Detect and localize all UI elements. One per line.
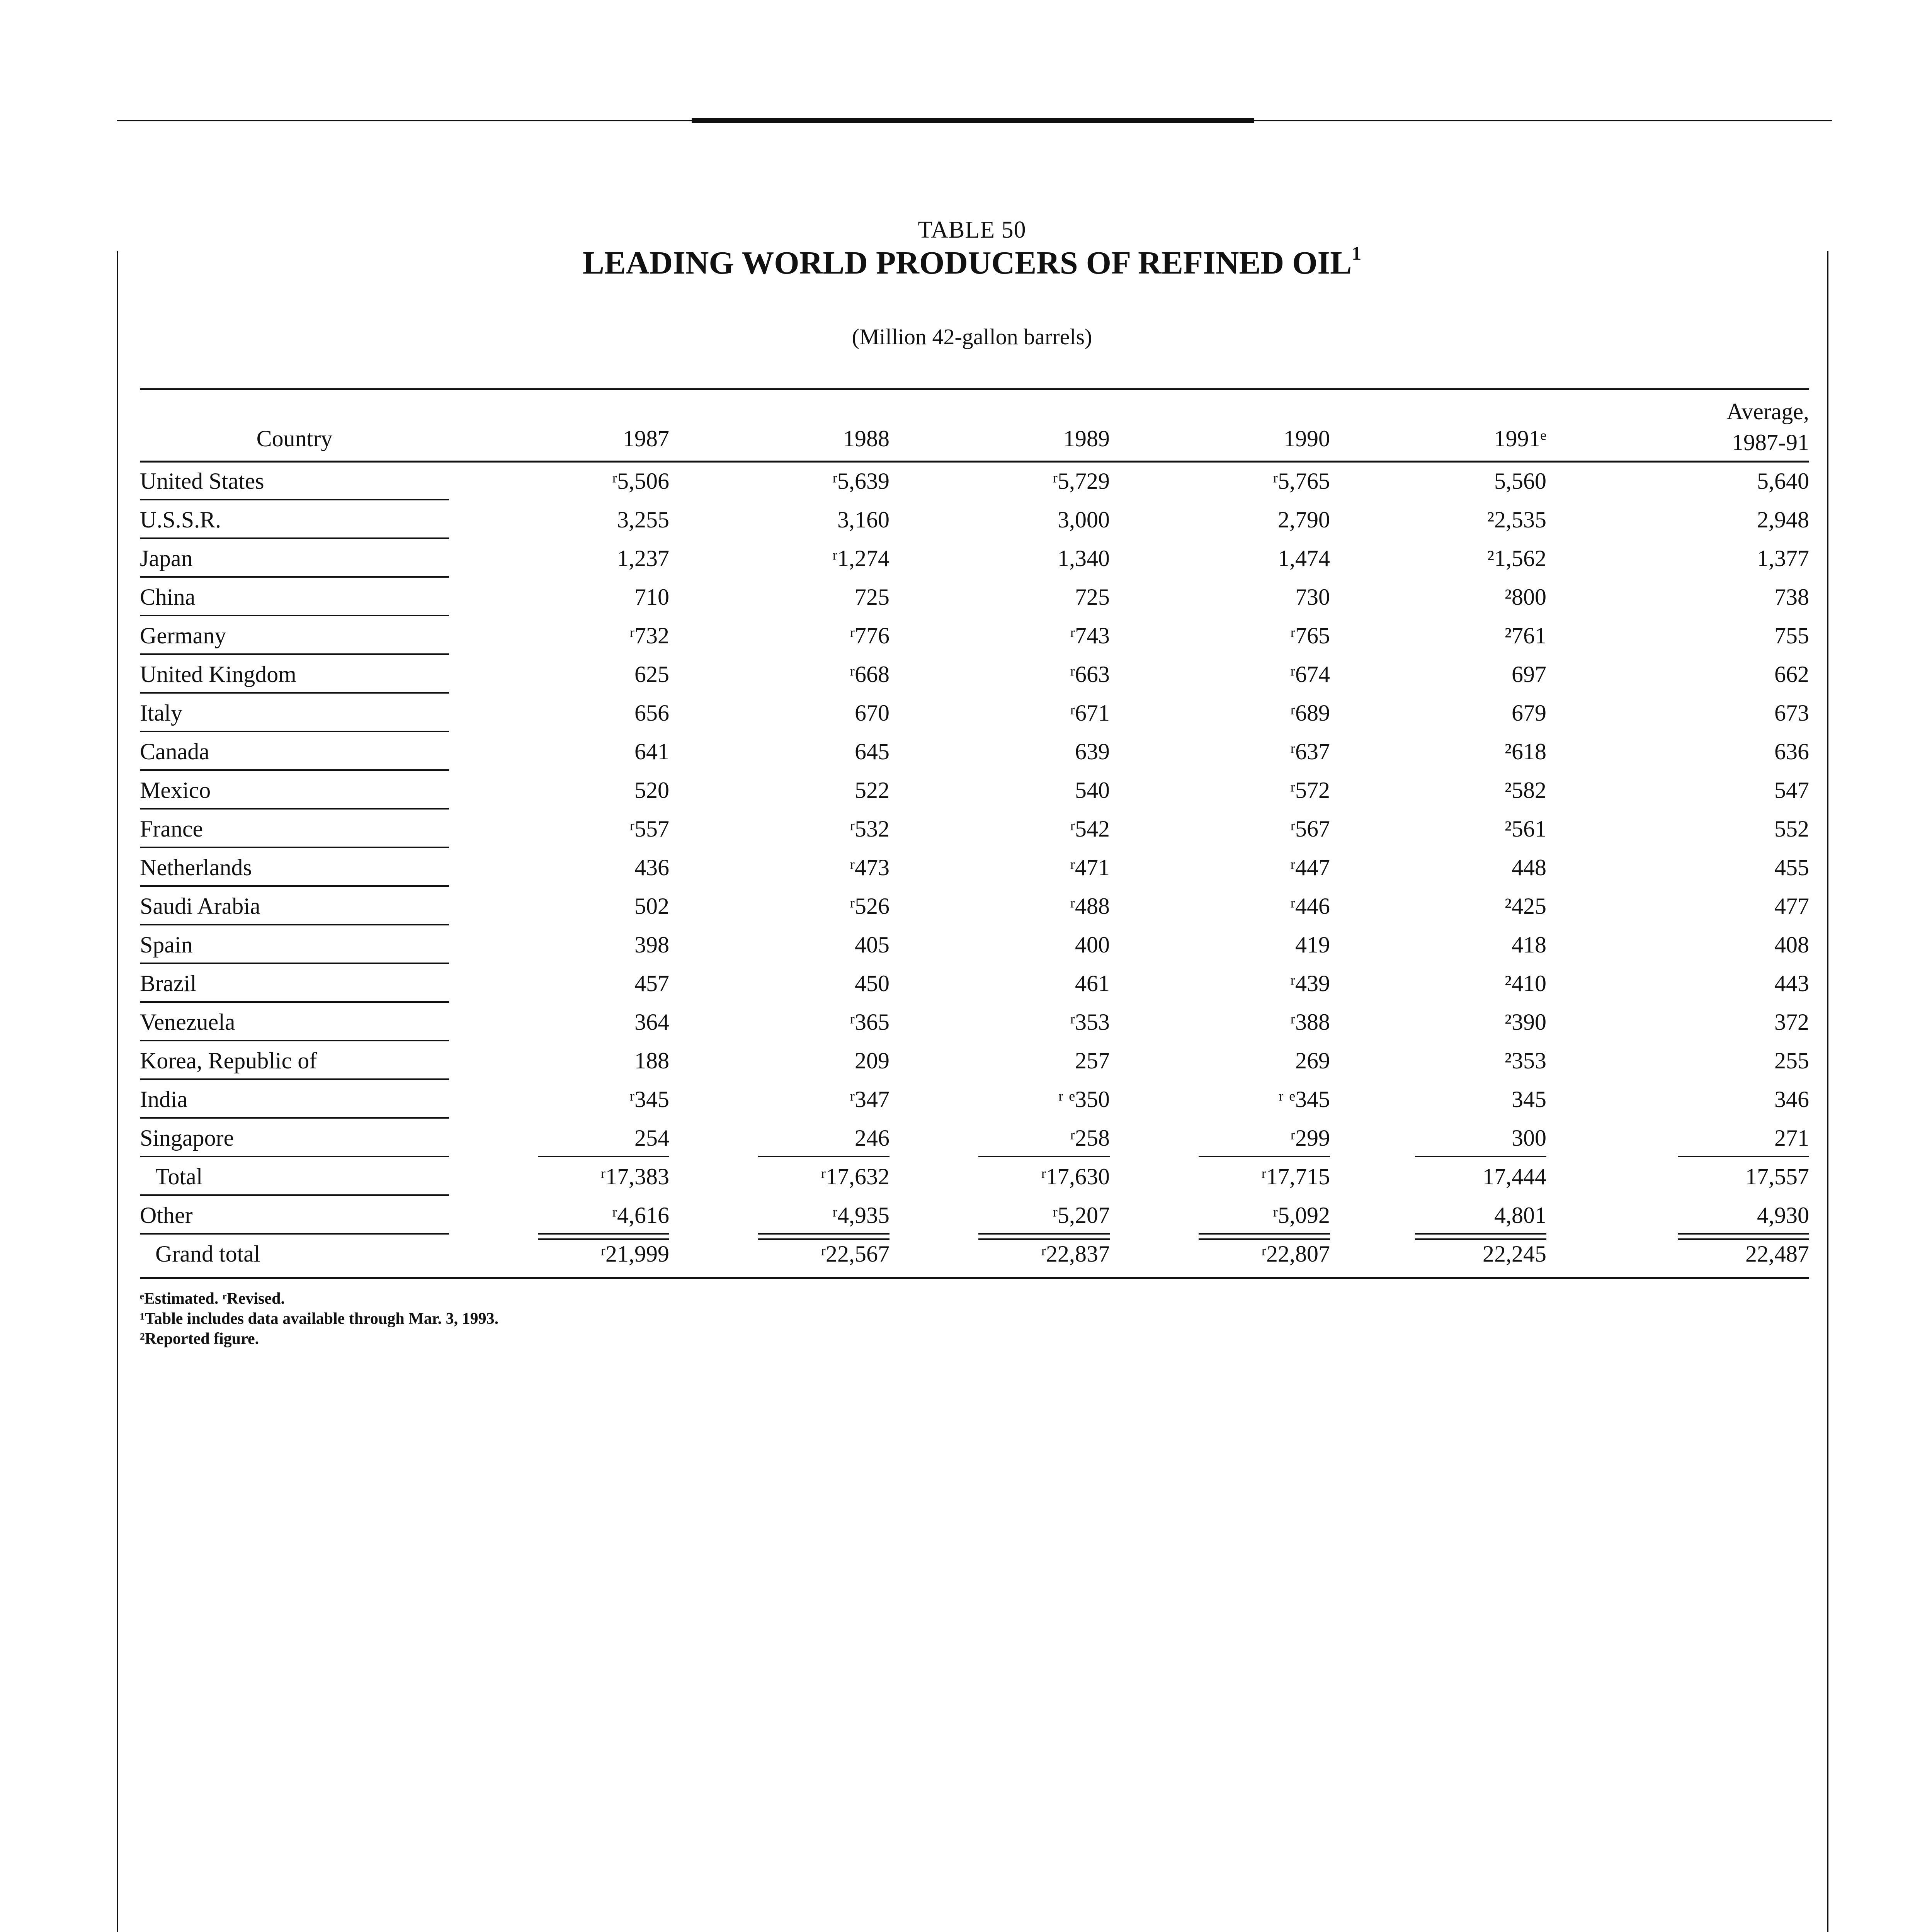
cell-average: 636 (1774, 739, 1809, 764)
cell-country: Germany (140, 623, 226, 648)
cell-1988: ʳ532 (849, 816, 889, 842)
table-row (140, 1003, 1809, 1041)
cell-1989: ʳ ᵉ350 (1058, 1087, 1110, 1112)
cell-1987: 502 (634, 893, 669, 919)
cell-1990: 1,474 (1278, 546, 1330, 571)
cell-1989: 725 (1075, 584, 1110, 610)
cell-1987: ʳ557 (629, 816, 669, 842)
table-row (140, 1080, 1809, 1119)
cell-1990: ʳ447 (1290, 855, 1330, 880)
cell-1990: ʳ572 (1290, 777, 1330, 803)
cell-1988: 246 (855, 1125, 889, 1151)
cell-1989: ʳ663 (1070, 662, 1110, 687)
column-header-1990: 1990 (1284, 426, 1330, 451)
cell-1987: ʳ21,999 (600, 1241, 669, 1267)
cell-1987: 364 (634, 1009, 669, 1035)
cell-1990: 419 (1295, 932, 1330, 957)
cell-country: Singapore (140, 1125, 234, 1151)
top-rule-thick (692, 118, 1254, 123)
cell-average: 755 (1774, 623, 1809, 648)
cell-1990: ʳ ᵉ345 (1278, 1087, 1330, 1112)
cell-country: Venezuela (140, 1009, 235, 1035)
cell-1991: ²618 (1505, 739, 1546, 764)
cell-1987: 436 (634, 855, 669, 880)
cell-1991: 4,801 (1494, 1202, 1546, 1228)
cell-1989: ʳ17,630 (1041, 1164, 1110, 1189)
column-header-country: Country (256, 426, 333, 451)
cell-1989: ʳ743 (1070, 623, 1110, 648)
cell-1988: 725 (855, 584, 889, 610)
cell-country: Japan (140, 546, 193, 571)
cell-country: Other (140, 1202, 193, 1228)
cell-1989: ʳ5,207 (1052, 1202, 1110, 1228)
cell-1989: ʳ353 (1070, 1009, 1110, 1035)
table-units: (Million 42-gallon barrels) (852, 324, 1092, 349)
cell-1990: ʳ674 (1290, 662, 1330, 687)
cell-1991: 17,444 (1483, 1164, 1546, 1189)
cell-1987: 254 (634, 1125, 669, 1151)
cell-average: 1,377 (1757, 546, 1809, 571)
cell-1988: 522 (855, 777, 889, 803)
cell-average: 547 (1774, 777, 1809, 803)
table-row (140, 1235, 1809, 1273)
cell-1991: ²425 (1505, 893, 1546, 919)
cell-1990: ʳ446 (1290, 893, 1330, 919)
table-row (140, 1119, 1809, 1157)
column-header-1987: 1987 (623, 426, 669, 451)
cell-1991: ²410 (1505, 971, 1546, 996)
cell-country: Spain (140, 932, 193, 957)
cell-1988: ʳ365 (849, 1009, 889, 1035)
column-header-1988: 1988 (843, 426, 889, 451)
table-row (140, 925, 1809, 964)
cell-1988: 3,160 (837, 507, 889, 532)
table-row (140, 732, 1809, 771)
cell-1991: ²761 (1505, 623, 1546, 648)
column-header-1989: 1989 (1063, 426, 1110, 451)
cell-average: 5,640 (1757, 468, 1809, 494)
cell-1988: 405 (855, 932, 889, 957)
cell-1991: ²561 (1505, 816, 1546, 842)
cell-1990: ʳ439 (1290, 971, 1330, 996)
cell-1989: 400 (1075, 932, 1110, 957)
footnotes (140, 1289, 498, 1349)
table-row (140, 1196, 1809, 1235)
cell-1988: ʳ22,567 (820, 1241, 889, 1267)
cell-1989: ʳ5,729 (1052, 468, 1110, 494)
cell-1987: ʳ17,383 (600, 1164, 669, 1189)
cell-1991: 697 (1512, 662, 1546, 687)
cell-1988: ʳ473 (849, 855, 889, 880)
cell-1990: 2,790 (1278, 507, 1330, 532)
cell-average: 372 (1774, 1009, 1809, 1035)
cell-1988: ʳ4,935 (832, 1202, 889, 1228)
cell-average: 22,487 (1745, 1241, 1809, 1267)
cell-1987: 710 (634, 584, 669, 610)
cell-1987: 625 (634, 662, 669, 687)
cell-1988: ʳ526 (849, 893, 889, 919)
cell-1988: ʳ776 (849, 623, 889, 648)
cell-1989: 1,340 (1058, 546, 1110, 571)
cell-average: 2,948 (1757, 507, 1809, 532)
cell-1991: ²800 (1505, 584, 1546, 610)
cell-1987: 188 (634, 1048, 669, 1073)
cell-1987: 1,237 (617, 546, 669, 571)
column-header-1991: 1991ᵉ (1494, 426, 1546, 451)
cell-1990: ʳ22,807 (1261, 1241, 1330, 1267)
cell-country: U.S.S.R. (140, 507, 221, 532)
cell-1991: ²1,562 (1487, 546, 1546, 571)
cell-1987: ʳ345 (629, 1087, 669, 1112)
cell-1988: ʳ1,274 (832, 546, 889, 571)
cell-1988: ʳ668 (849, 662, 889, 687)
cell-1988: 645 (855, 739, 889, 764)
cell-country: France (140, 816, 203, 842)
cell-1989: 540 (1075, 777, 1110, 803)
cell-1991: 679 (1512, 700, 1546, 726)
cell-average: 738 (1774, 584, 1809, 610)
table-row (140, 810, 1809, 848)
footnote-1: ¹Table includes data available through Mar. 3, 1993. (140, 1310, 499, 1328)
cell-1987: 641 (634, 739, 669, 764)
cell-1990: ʳ689 (1290, 700, 1330, 726)
cell-country: Brazil (140, 971, 197, 996)
cell-1987: 656 (634, 700, 669, 726)
cell-1988: ʳ347 (849, 1087, 889, 1112)
cell-country: United Kingdom (140, 662, 296, 687)
cell-country: United States (140, 468, 264, 494)
cell-1988: ʳ17,632 (820, 1164, 889, 1189)
cell-1990: 269 (1295, 1048, 1330, 1073)
title-footnote-mark: 1 (1352, 242, 1362, 264)
table-row (140, 655, 1809, 694)
cell-1989: 257 (1075, 1048, 1110, 1073)
table-row (140, 500, 1809, 539)
cell-1987: 520 (634, 777, 669, 803)
cell-average: 17,557 (1745, 1164, 1809, 1189)
cell-1990: ʳ17,715 (1261, 1164, 1330, 1189)
cell-1987: ʳ732 (629, 623, 669, 648)
cell-average: 455 (1774, 855, 1809, 880)
table-bottom-rule (140, 1277, 1809, 1279)
cell-1987: 457 (634, 971, 669, 996)
cell-average: 4,930 (1757, 1202, 1809, 1228)
table-row (140, 616, 1809, 655)
cell-1989: ʳ542 (1070, 816, 1110, 842)
cell-1991: 300 (1512, 1125, 1546, 1151)
cell-average: 408 (1774, 932, 1809, 957)
cell-1987: ʳ4,616 (612, 1202, 669, 1228)
cell-1987: ʳ5,506 (612, 468, 669, 494)
cell-1989: ʳ258 (1070, 1125, 1110, 1151)
cell-1990: ʳ5,765 (1272, 468, 1330, 494)
cell-average: 443 (1774, 971, 1809, 996)
left-margin-line (117, 251, 118, 1932)
table-row (140, 1041, 1809, 1080)
cell-1990: ʳ765 (1290, 623, 1330, 648)
table-title (0, 244, 1932, 282)
table-row (140, 578, 1809, 616)
table-row (140, 964, 1809, 1003)
table-row (140, 539, 1809, 578)
cell-1989: 461 (1075, 971, 1110, 996)
cell-1991: ²390 (1505, 1009, 1546, 1035)
column-header-average-line2: 1987-91 (1732, 430, 1809, 455)
cell-1991: 418 (1512, 932, 1546, 957)
cell-1988: 670 (855, 700, 889, 726)
cell-1988: 209 (855, 1048, 889, 1073)
cell-1989: ʳ671 (1070, 700, 1110, 726)
cell-1987: 3,255 (617, 507, 669, 532)
cell-1991: 5,560 (1494, 468, 1546, 494)
table-row (140, 771, 1809, 810)
cell-country: Grand total (155, 1241, 260, 1267)
cell-1991: ²582 (1505, 777, 1546, 803)
cell-1991: 345 (1512, 1087, 1546, 1112)
cell-1991: ²2,535 (1487, 507, 1546, 532)
cell-1988: 450 (855, 971, 889, 996)
cell-average: 552 (1774, 816, 1809, 842)
cell-country: China (140, 584, 196, 610)
cell-1990: ʳ388 (1290, 1009, 1330, 1035)
cell-1991: 22,245 (1483, 1241, 1546, 1267)
cell-1990: 730 (1295, 584, 1330, 610)
cell-1991: ²353 (1505, 1048, 1546, 1073)
cell-1989: ʳ22,837 (1041, 1241, 1110, 1267)
cell-average: 673 (1774, 700, 1809, 726)
cell-1989: ʳ471 (1070, 855, 1110, 880)
cell-average: 346 (1774, 1087, 1809, 1112)
column-header-average-line1: Average, (1726, 399, 1809, 424)
cell-country: Mexico (140, 777, 211, 803)
table-row (140, 887, 1809, 925)
cell-1990: ʳ299 (1290, 1125, 1330, 1151)
cell-1989: 3,000 (1058, 507, 1110, 532)
table-row (140, 462, 1809, 500)
cell-average: 271 (1774, 1125, 1809, 1151)
cell-country: Saudi Arabia (140, 893, 260, 919)
footnote-2: ²Reported figure. (140, 1330, 259, 1348)
table-row (140, 848, 1809, 887)
footnote-estimated-revised: ᵉEstimated. ʳRevised. (140, 1290, 285, 1308)
cell-1990: ʳ567 (1290, 816, 1330, 842)
cell-country: Korea, Republic of (140, 1048, 317, 1073)
cell-country: India (140, 1087, 188, 1112)
right-margin-line (1827, 251, 1828, 1932)
cell-average: 477 (1774, 893, 1809, 919)
cell-country: Total (155, 1164, 203, 1189)
cell-1990: ʳ5,092 (1272, 1202, 1330, 1228)
cell-country: Netherlands (140, 855, 252, 880)
table-top-rule (140, 388, 1809, 390)
cell-country: Canada (140, 739, 209, 764)
column-header-average (1631, 396, 1809, 458)
cell-country: Italy (140, 700, 182, 726)
table-row (140, 694, 1809, 732)
cell-1988: ʳ5,639 (832, 468, 889, 494)
cell-1989: ʳ488 (1070, 893, 1110, 919)
cell-average: 255 (1774, 1048, 1809, 1073)
cell-1989: 639 (1075, 739, 1110, 764)
table-title-text: LEADING WORLD PRODUCERS OF REFINED OIL (582, 245, 1352, 281)
cell-average: 662 (1774, 662, 1809, 687)
cell-1990: ʳ637 (1290, 739, 1330, 764)
table-row (140, 1157, 1809, 1196)
cell-1987: 398 (634, 932, 669, 957)
table-number: TABLE 50 (918, 217, 1026, 243)
cell-1991: 448 (1512, 855, 1546, 880)
